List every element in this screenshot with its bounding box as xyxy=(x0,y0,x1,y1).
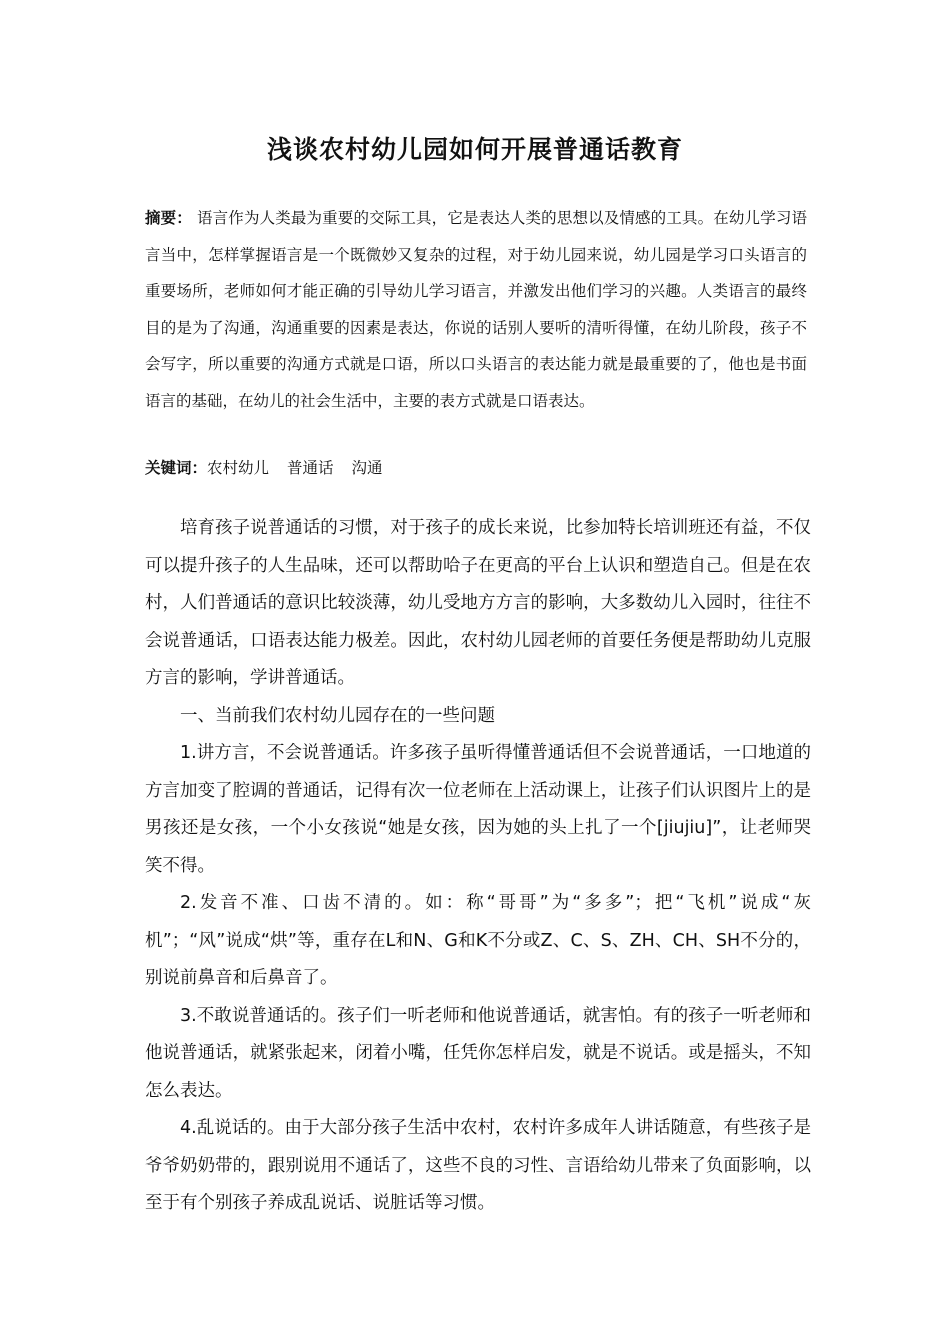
document-title: 浅谈农村幼儿园如何开展普通话教育 xyxy=(266,135,683,164)
abstract-section xyxy=(145,200,807,420)
problem-paragraph-1: 1.讲方言，不会说普通话。许多孩子虽听得懂普通话但不会说普通话，一口地道的方言加变了腔调的普通话，记得有次一位老师在上活动课上，让孩子们认识图片上的是男孩还是女孩，一个小女孩说“她是女孩，因为她的头上扎了一个[jiujiu]”，让老师哭笑不得。 xyxy=(145,743,811,876)
problem-paragraph-2: 2.发音不准、口齿不清的。如：称“哥哥”为“多多”；把“飞机”说成“灰机”；“风”说成“烘”等，重存在L和N、G和K不分或Z、C、S、ZH、CH、SH不分的，别说前鼻音和后鼻音了。 xyxy=(145,893,811,988)
problem-paragraph-3: 3.不敢说普通话的。孩子们一听老师和他说普通话，就害怕。有的孩子一听老师和他说普通话，就紧张起来，闭着小嘴，任凭你怎样启发，就是不说话。或是摇头，不知怎么表达。 xyxy=(145,1005,811,1101)
keywords-label: 关键词： xyxy=(145,459,208,477)
intro-paragraph: 培育孩子说普通话的习惯，对于孩子的成长来说，比参加特长培训班还有益，不仅可以提升孩子的人生品味，还可以帮助哈子在更高的平台上认识和塑造自己。但是在农村，人们普通话的意识比较淡薄，幼儿受地方方言的影响，大多数幼儿入园时，往往不会说普通话，口语表达能力极差。因此，农村幼儿园老师的首要任务便是帮助幼儿克服方言的影响，学讲普通话。 xyxy=(145,518,811,688)
keyword-item: 普通话 xyxy=(287,459,334,477)
keywords-section xyxy=(145,453,807,483)
section-heading: 一、当前我们农村幼儿园存在的一些问题 xyxy=(180,705,495,726)
keyword-item: 沟通 xyxy=(351,459,383,477)
abstract-label: 摘要： xyxy=(145,209,192,227)
abstract-text: 语言作为人类最为重要的交际工具，它是表达人类的思想以及情感的工具。在幼儿学习语言当中，怎样掌握语言是一个既微妙又复杂的过程，对于幼儿园来说，幼儿园是学习口头语言的重要场所，老师如何才能正确的引导幼儿学习语言，并激发出他们学习的兴趣。人类语言的最终目的是为了沟通，沟通重要的因素是表达，你说的话别人要听的清听得懂，在幼儿阶段，孩子不会写字，所以重要的沟通方式就是口语，所以口头语言的表达能力就是最重要的了，他也是书面语言的基础，在幼儿的社会生活中，主要的表方式就是口语表达。 xyxy=(145,209,807,410)
problem-paragraph-4: 4.乱说话的。由于大部分孩子生活中农村，农村许多成年人讲话随意，有些孩子是爷爷奶奶带的，跟别说用不通话了，这些不良的习性、言语给幼儿带来了负面影响，以至于有个别孩子养成乱说话、说脏话等习惯。 xyxy=(145,1118,811,1213)
keyword-item: 农村幼儿 xyxy=(207,459,270,477)
body-text xyxy=(145,510,811,1223)
